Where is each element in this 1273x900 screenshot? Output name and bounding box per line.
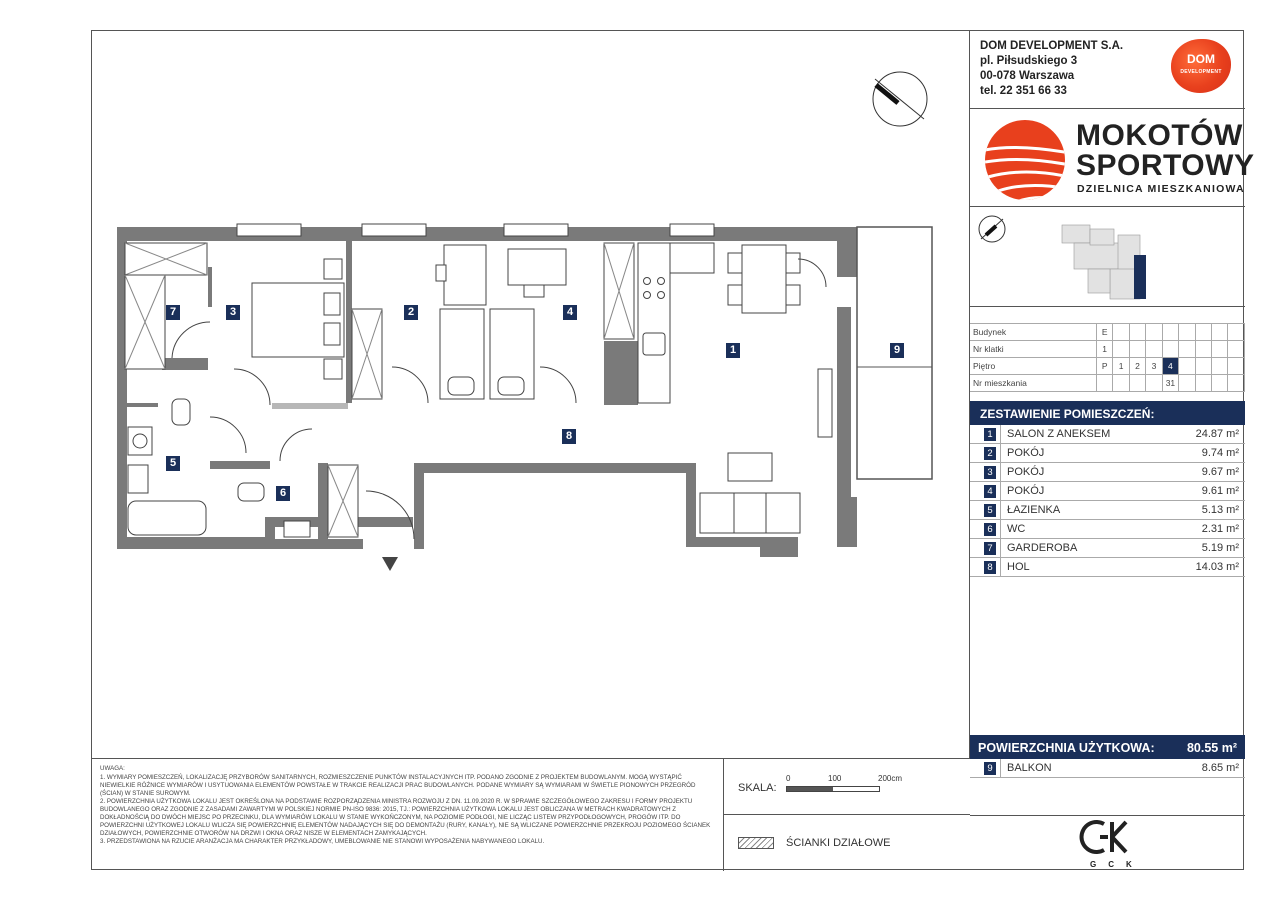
scale-tick-0: 0: [786, 774, 791, 783]
room-label-1: 1: [726, 343, 740, 358]
apartment-label: Nr mieszkania: [970, 375, 1096, 392]
room-label-8: 8: [562, 429, 576, 444]
apartment-info-table: [970, 323, 1245, 392]
scale-tick-200: 200cm: [878, 774, 903, 783]
floor-plan-area: [92, 31, 970, 759]
notes-box: [92, 759, 724, 871]
notes-heading: UWAGA:: [100, 765, 125, 772]
balcony-row: 9 BALKON 8.65 m²: [970, 759, 1245, 778]
room-label-7: 7: [166, 305, 180, 320]
legend-label: ŚCIANKI DZIAŁOWE: [786, 837, 891, 849]
room-row: 3 POKÓJ 9.67 m²: [970, 463, 1245, 482]
building-value: E: [1096, 324, 1112, 341]
small-compass-icon: [979, 216, 1005, 242]
floor-plan-sheet: [91, 30, 1255, 870]
compass-icon: [873, 72, 927, 126]
floor-2: 2: [1129, 358, 1145, 375]
room-row: 2 POKÓJ 9.74 m²: [970, 444, 1245, 463]
staircase-value: 1: [1096, 341, 1112, 358]
brand-block: [970, 109, 1255, 207]
floor-plan-drawing: [92, 31, 970, 759]
room-label-5: 5: [166, 456, 180, 471]
gck-logo-icon: [970, 816, 1245, 860]
room-row: 5 ŁAZIENKA 5.13 m²: [970, 501, 1245, 520]
floor-4-selected: 4: [1162, 358, 1178, 375]
brand-subtitle: DZIELNICA MIESZKANIOWA: [1077, 183, 1245, 195]
scale-tick-100: 100: [828, 774, 842, 783]
room-row: 4 POKÓJ 9.61 m²: [970, 482, 1245, 501]
room-row: 8 HOL 14.03 m²: [970, 558, 1245, 577]
company-info: [970, 31, 1245, 109]
dom-development-logo: DOM DEVELOPMENT: [1171, 39, 1231, 93]
gck-letters: GCK: [1090, 860, 1144, 869]
rooms-list: [970, 425, 1245, 577]
scale-label: SKALA:: [738, 782, 777, 794]
floor-1: 1: [1113, 358, 1129, 375]
company-phone: tel. 22 351 66 33: [980, 85, 1067, 97]
room-label-3: 3: [226, 305, 240, 320]
brand-title-line1: MOKOTÓW: [1076, 119, 1243, 152]
room-row: 1 SALON Z ANEKSEM 24.87 m²: [970, 425, 1245, 444]
rooms-header: ZESTAWIENIE POMIESZCZEŃ:: [970, 401, 1245, 425]
entrance-marker: [382, 557, 398, 571]
room-label-4: 4: [563, 305, 577, 320]
building-label: Budynek: [970, 324, 1096, 341]
room-label-9: 9: [890, 343, 904, 358]
room-label-6: 6: [276, 486, 290, 501]
total-area-bar: [970, 735, 1245, 759]
note-2: 2. POWIERZCHNIA UŻYTKOWA LOKALU JEST OKREŚLONA NA PODSTAWIE ROZPORZĄDZENIA MINISTRA ROZWOJU Z DN. 11.09.2020 R. W SPRAWIE SZCZEGÓŁOWEGO ZAKRESU I FORMY PROJEKTU BUDOWLANEGO ORAZ ZGODNIE Z ZASADAMI ZAWARTYMI W POLSKIEJ NORMIE PN-ISO 9836: 2015, TJ.: POWIERZCHNIA UŻYTKOWA LOKALU JEST OBLICZANA W METRACH KWADRATOWYCH Z DOKŁADNOŚCIĄ DO DWÓCH MIEJSC PO PRZECINKU, DLA WYMIARÓW LOKALU W STANIE WYKOŃCZONYM, NA POZIOMIE PODŁOGI, NIE LICZĄC LISTEW PRZYPODŁOGOWYCH, PROGÓW ITP. DO POWIERZCHNI UŻYTKOWEJ LOKALU WLICZA SIĘ POWIERZCHNIĘ ELEMENTÓW NADAJĄCYCH SIĘ DO DEMONTAŻU (RURY, KANAŁY), NIE SĄ WLICZANE POWIERZCHNIE PRZEKROJU POZIOMEGO ŚCIANEK DZIAŁOWYCH, POWIERZCHNIE OTWORÓW NA DRZWI I OKNA ORAZ NISZE W ELEMENTACH ZAMYKAJĄCYCH.: [100, 798, 711, 837]
scale-bar: [786, 786, 880, 792]
company-city: 00-078 Warszawa: [980, 70, 1075, 82]
brand-title-line2: SPORTOWY: [1076, 149, 1255, 182]
room-row: 6 WC 2.31 m²: [970, 520, 1245, 539]
scale-box: [724, 759, 970, 815]
apartment-value: 31: [1162, 375, 1178, 392]
company-street: pl. Piłsudskiego 3: [980, 55, 1078, 67]
side-panel: [970, 31, 1255, 871]
company-name: DOM DEVELOPMENT S.A.: [980, 40, 1124, 52]
note-1: 1. WYMIARY POMIESZCZEŃ, LOKALIZACJĘ PRZYBORÓW SANITARNYCH, ROZMIESZCZENIE PUNKTÓW INSTALACYJNYCH ITP. PODANO ZGODNIE Z PROJEKTEM BUDOWLANYM. MOGĄ WYSTĄPIĆ NIEWIELKIE RÓŻNICE WYMIARÓW I USYTUOWANIA ELEMENTÓW POWSTAŁE W TRAKCIE REALIZACJI PRAC BUDOWLANYCH. PODANE WYMIARY SĄ WYMIARAMI W ŚWIETLE PIONOWYCH PRZEGRÓD (ŚCIAN) W STANIE SUROWYM.: [100, 774, 696, 797]
building-locator: [970, 207, 1245, 307]
note-3: 3. PRZEDSTAWIONA NA RZUCIE ARANŻACJA MA CHARAKTER PRZYKŁADOWY, UMEBLOWANIE NIE STANOWI WYPOSAŻENIA NABYWANEGO LOKALU.: [100, 838, 545, 845]
mokotow-sportowy-logo-icon: [984, 119, 1066, 201]
room-label-2: 2: [404, 305, 418, 320]
gck-logo-box: [970, 815, 1245, 871]
key-plan-drawing: [970, 207, 1245, 307]
staircase-label: Nr klatki: [970, 341, 1096, 358]
floor-label: Piętro: [970, 358, 1096, 375]
floor-p: P: [1096, 358, 1112, 375]
room-row: 7 GARDEROBA 5.19 m²: [970, 539, 1245, 558]
total-area-label: POWIERZCHNIA UŻYTKOWA:: [978, 741, 1155, 755]
hatch-swatch: [738, 837, 774, 849]
legend-box: [724, 815, 970, 871]
total-area-value: 80.55 m²: [1186, 741, 1237, 755]
floor-3: 3: [1146, 358, 1162, 375]
